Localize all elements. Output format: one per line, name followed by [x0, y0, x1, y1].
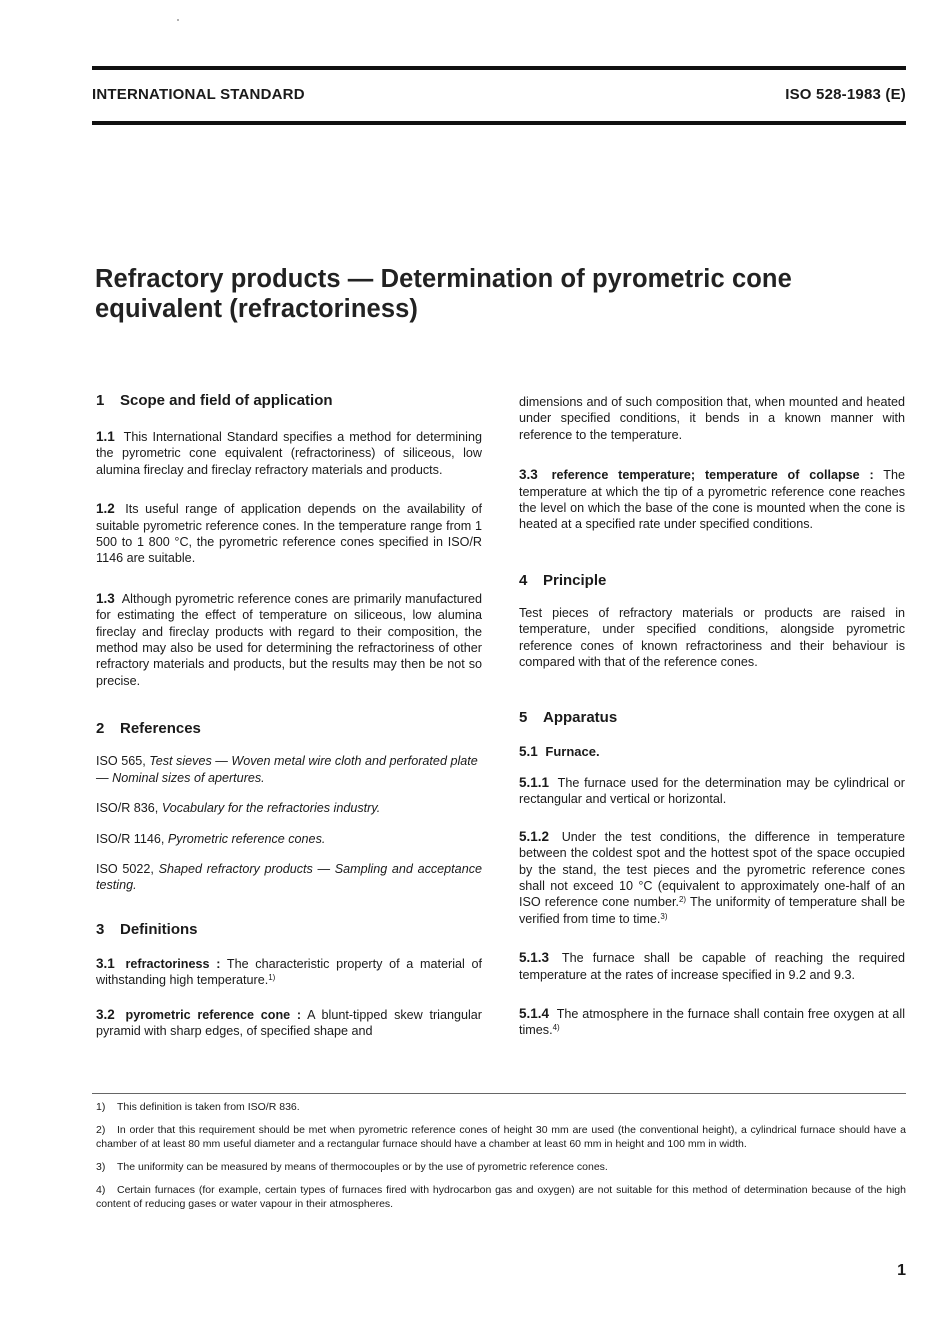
footnote-text: Certain furnaces (for example, certain types of furnaces fired with hydrocarbon gas and oxygen) are not suitable for this method of determination because of the high content of reducing gases or water vapour in their atmospheres. [96, 1184, 906, 1210]
footnote-ref: 4) [552, 1023, 560, 1033]
clause-text: The furnace used for the determination may be cylindrical or rectangular and vertical or horizontal. [519, 775, 905, 807]
clause-5-1-4 [519, 1006, 905, 1039]
clause-number: 5.1 [519, 744, 538, 760]
footnote-number: 2) [96, 1124, 106, 1136]
section-5-title: Apparatus [543, 709, 618, 727]
clause-1-1 [96, 429, 482, 478]
section-5-number: 5 [519, 709, 528, 727]
footnote-ref: 2) [678, 895, 687, 905]
clause-5-1-1 [519, 775, 905, 808]
definition-term: reference temperature; temperature of collapse : [551, 468, 874, 483]
clause-number: 5.1.3 [519, 950, 550, 966]
footnote-text: In order that this requirement should be met when pyrometric reference cones of height 30 mm are used (the conventional height), a cylindrical furnace should have a chamber of at least 80 mm useful diameter and a rectangular furnace should have a chamber at least 60 mm in height and 100 mm in width. [96, 1124, 906, 1150]
footnote-text: The uniformity can be measured by means of thermocouples or by the use of pyrometric reference cones. [117, 1161, 608, 1173]
footnote-1 [96, 1100, 906, 1114]
section-2-heading [96, 719, 482, 739]
definition-3-3 [519, 467, 905, 533]
clause-number: 5.1.1 [519, 774, 550, 790]
reference-code: ISO 5022, [96, 861, 154, 876]
clause-number: 3.1 [96, 955, 115, 971]
section-4-number: 4 [519, 571, 528, 589]
reference-title: Test sieves — Woven metal wire cloth and perforated plate — Nominal sizes of apertures. [96, 754, 478, 785]
clause-text: This International Standard specifies a method for determining the pyrometric cone equivalent (refractoriness) of siliceous, low alumina fireclay and fireclay refractory materials and products. [96, 430, 482, 477]
reference-item [96, 831, 482, 847]
footnote-number: 1) [96, 1101, 106, 1113]
footnote-2 [96, 1123, 906, 1151]
clause-5-1-3 [519, 950, 905, 983]
definition-text: The temperature at which the tip of a pyrometric reference cone reaches the level on which the base of the cone is mounted when the cone is heated at a specified rate under specified conditions. [519, 468, 905, 532]
reference-code: ISO/R 836, [96, 801, 159, 816]
section-1-title: Scope and field of application [120, 392, 333, 409]
definition-term: refractoriness : [125, 956, 221, 971]
section-3-number: 3 [96, 920, 105, 938]
clause-number: 3.3 [519, 467, 538, 483]
header-document-id: ISO 528-1983 (E) [785, 86, 906, 103]
clause-1-2 [96, 501, 482, 567]
clause-title: Furnace. [545, 744, 600, 760]
clause-number: 1.1 [96, 429, 115, 444]
clause-text: Although pyrometric reference cones are primarily manufactured for estimating the effect of temperature on siliceous, low alumina fireclay and fireclay products with regard to their composition, the method may also be used for determining the refractoriness of other refractory materials and products, but the results may then be not so precise. [96, 591, 482, 688]
definition-text: A blunt-tipped skew triangular pyramid with sharp edges, of specified shape and [96, 1007, 482, 1038]
clause-number: 3.2 [96, 1006, 115, 1022]
header-standard-label: INTERNATIONAL STANDARD [92, 86, 305, 103]
clause-number: 5.1.2 [519, 828, 550, 844]
principle-text: Test pieces of refractory materials or products are raised in temperature, under specified conditions, alongside pyrometric reference cones of known refractoriness and their behaviour is compared with that of the reference cones. [519, 605, 905, 670]
footnote-separator [92, 1093, 906, 1094]
footnote-ref: 1) [268, 973, 276, 983]
reference-code: ISO 565, [96, 754, 146, 769]
section-2-number: 2 [96, 720, 105, 738]
section-1-heading [96, 391, 482, 411]
section-2-title: References [120, 720, 201, 738]
definition-3-1 [96, 956, 482, 989]
reference-title: Vocabulary for the refractories industry. [161, 801, 381, 816]
right-column [519, 394, 905, 1039]
footnote-4 [96, 1183, 906, 1211]
clause-number: 1.3 [96, 590, 115, 606]
clause-5-1-2 [519, 829, 905, 927]
section-1-number: 1 [96, 392, 105, 409]
clause-text: Its useful range of application depends on the availability of suitable pyrometric reference cones. In the temperature range from 1 500 to 1 800 °C, the pyrometric reference cones specified in ISO/R 1146 are suitable. [96, 502, 482, 566]
reference-item [96, 861, 482, 894]
clause-text: The atmosphere in the furnace shall contain free oxygen at all times. [519, 1006, 906, 1038]
footnote-number: 4) [96, 1184, 106, 1196]
footnote-text: This definition is taken from ISO/R 836. [117, 1101, 300, 1113]
footnote-number: 3) [96, 1161, 106, 1173]
document-title [95, 264, 915, 324]
header-bottom-rule [92, 121, 906, 125]
section-4-heading [519, 571, 905, 591]
footnotes [96, 1100, 906, 1220]
left-column [96, 391, 482, 1039]
page-number: 1 [897, 1262, 906, 1279]
section-3-heading [96, 920, 482, 940]
definition-term: pyrometric reference cone : [125, 1007, 302, 1022]
reference-title: Shaped refractory products — Sampling and acceptance testing. [96, 861, 482, 893]
definition-text: The characteristic property of a material of withstanding high temperature. [96, 956, 483, 988]
reference-item [96, 800, 482, 816]
clause-number: 1.2 [96, 501, 115, 517]
title-line-2: equivalent (refractoriness) [95, 295, 418, 323]
title-line-1: Refractory products — Determination of pyrometric cone [95, 265, 792, 293]
clause-text-2: The uniformity of temperature shall be verified from time to time. [519, 895, 905, 926]
clause-text: Under the test conditions, the difference in temperature between the coldest spot and the hottest spot of the space occupied by the stand, the test pieces and the pyrometric reference cones shall not exceed 10 °C (equivalent to approximately one-half of an ISO reference cone number. [519, 829, 905, 910]
section-4-title: Principle [543, 571, 607, 589]
section-3-title: Definitions [120, 920, 198, 938]
section-5-heading [519, 708, 905, 728]
scan-speck [177, 19, 179, 21]
clause-1-3 [96, 591, 482, 689]
footnote-ref: 3) [660, 911, 668, 921]
header-top-rule [92, 66, 906, 70]
reference-item [96, 753, 482, 786]
footnote-3 [96, 1160, 906, 1174]
page-header [92, 86, 906, 103]
reference-title: Pyrometric reference cones. [167, 831, 326, 846]
clause-5-1 [519, 744, 905, 760]
clause-text: The furnace shall be capable of reaching the required temperature at the rates of increase specified in 9.2 and 9.3. [519, 951, 906, 982]
clause-number: 5.1.4 [519, 1005, 550, 1021]
definition-3-2-continued: dimensions and of such composition that, when mounted and heated under specified conditions, it bends in a known manner with reference to the temperature. [519, 395, 905, 442]
reference-code: ISO/R 1146, [96, 831, 165, 846]
definition-3-2 [96, 1007, 482, 1040]
